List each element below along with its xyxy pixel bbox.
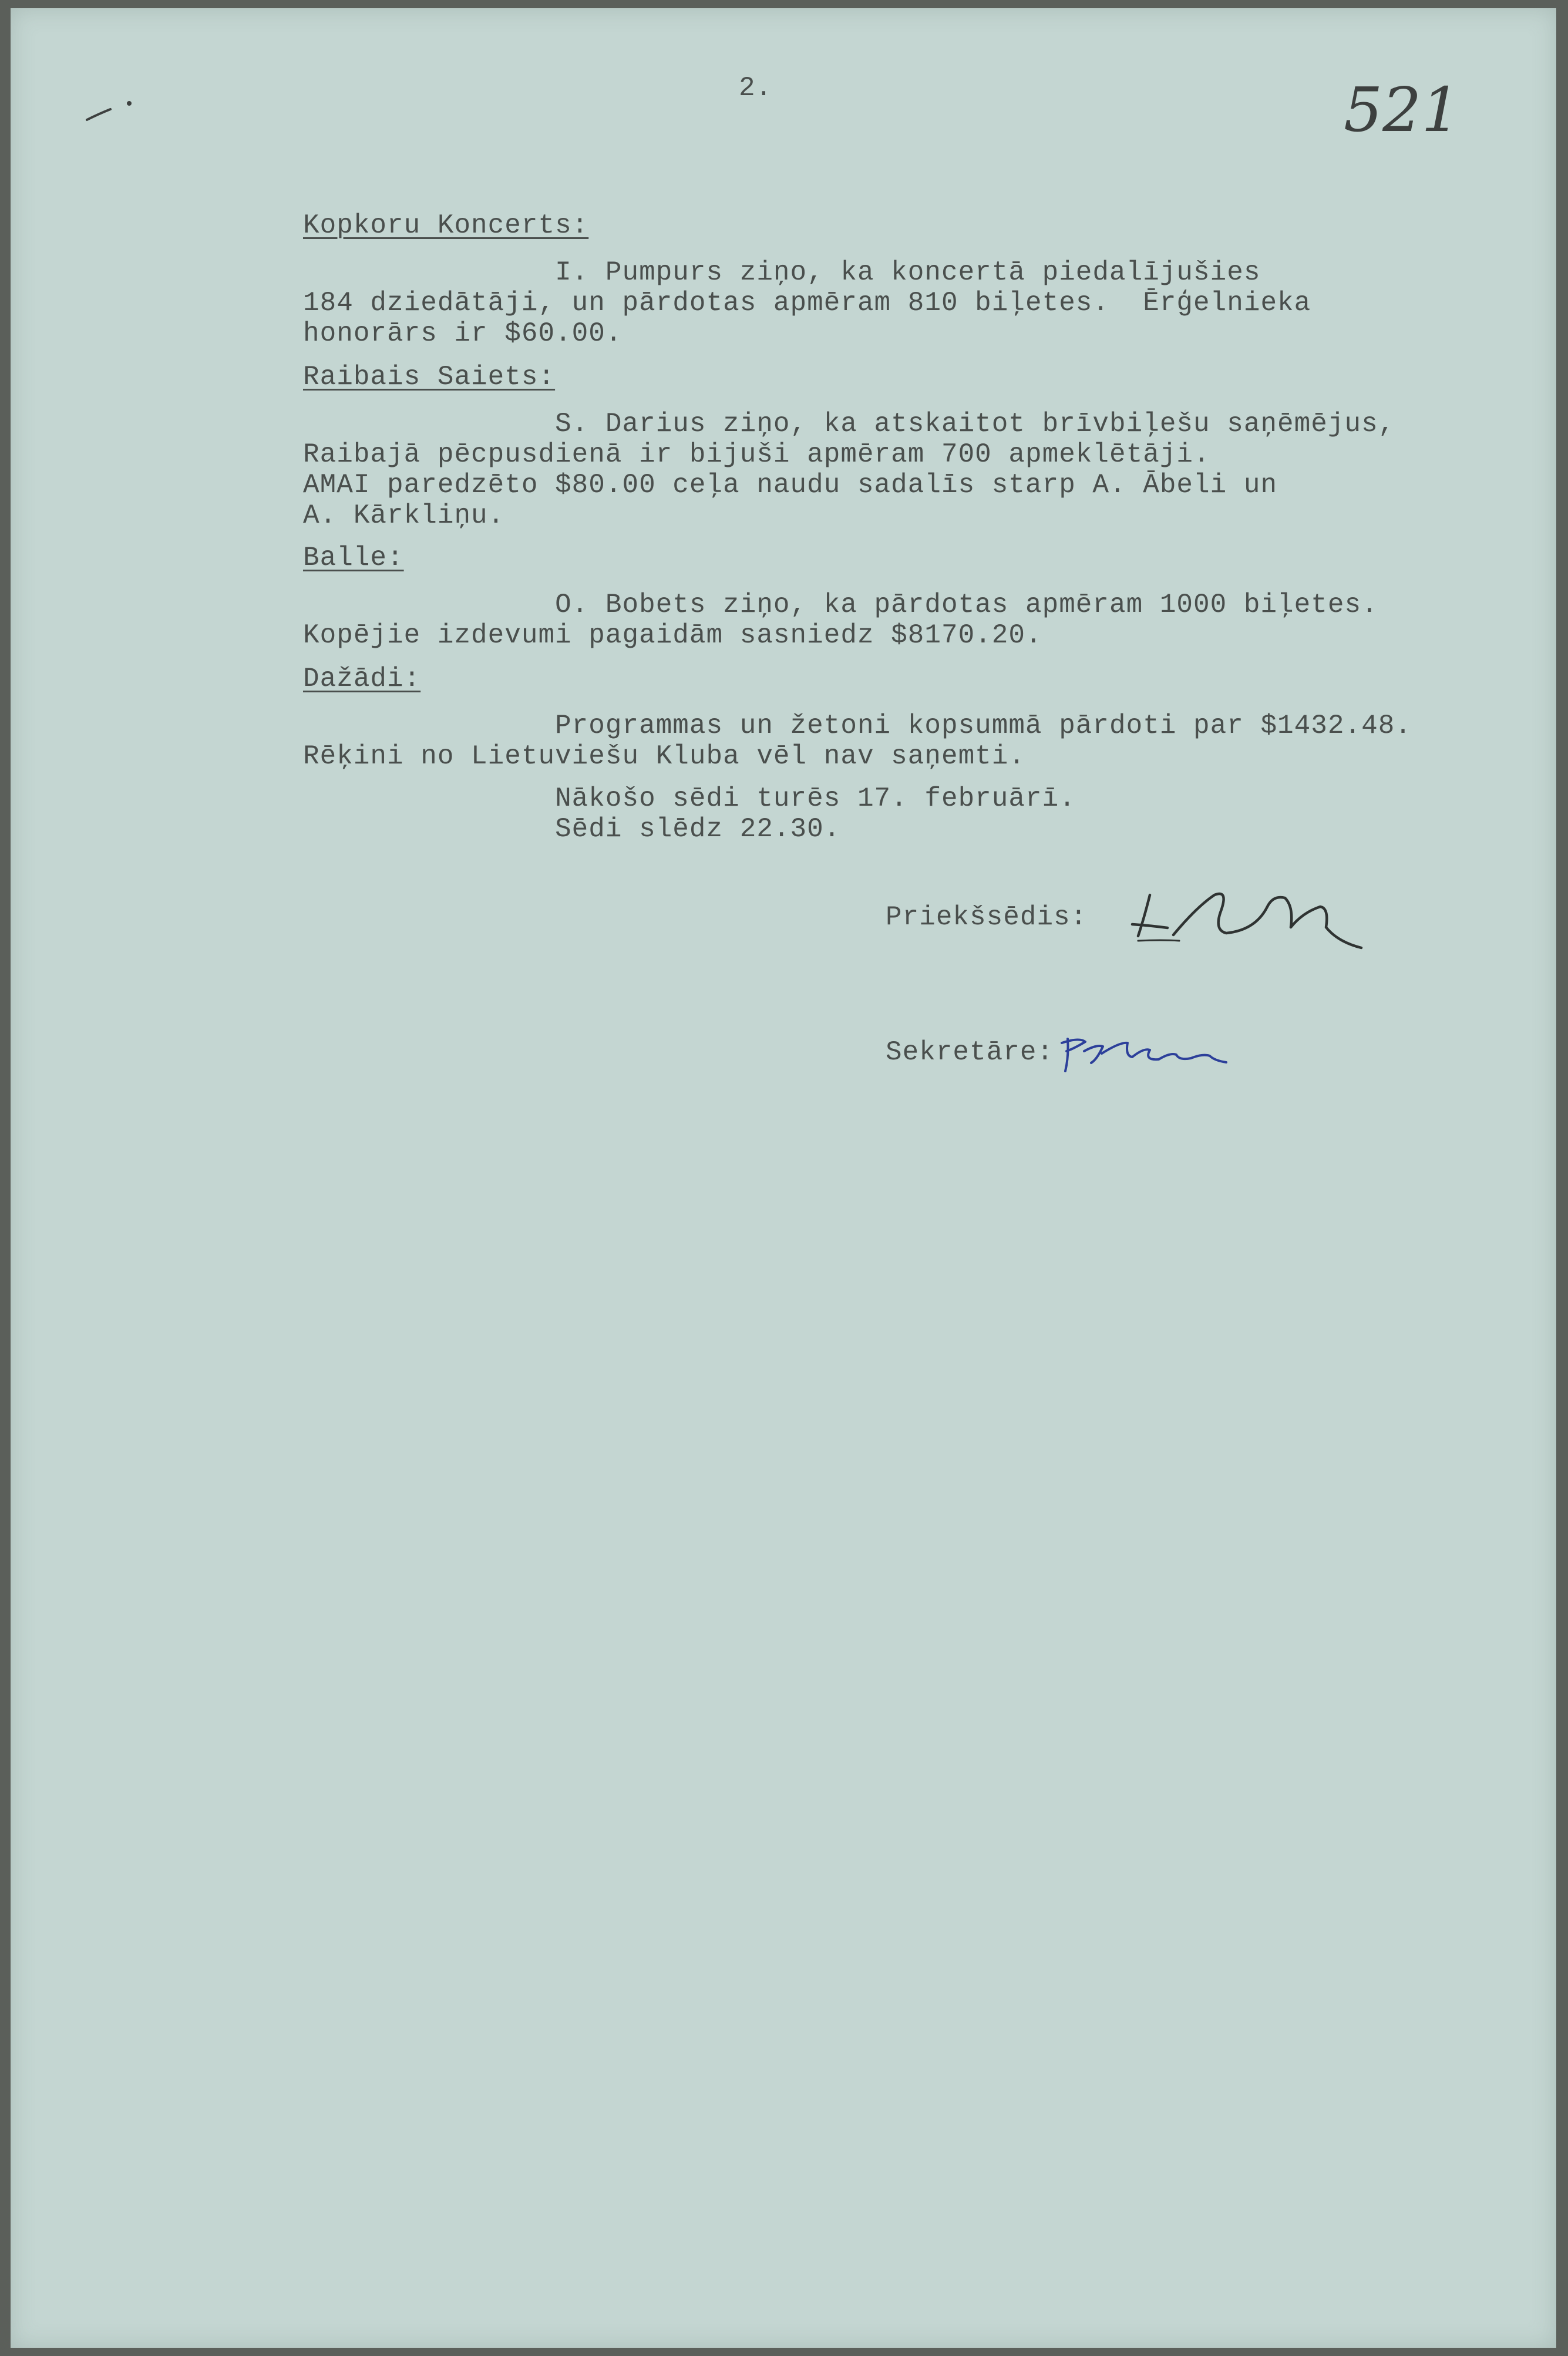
margin-marks bbox=[75, 90, 146, 126]
section-line: I. Pumpurs ziņo, ka koncertā piedalījušies bbox=[303, 257, 1261, 288]
chair-label: Priekšsēdis: bbox=[886, 902, 1088, 933]
section-line: Programmas un žetoni kopsummā pārdoti par $1432.48. bbox=[303, 711, 1412, 741]
secretary-signature bbox=[1056, 1030, 1232, 1077]
section-heading-dazadi: Dažādi: bbox=[303, 664, 421, 694]
section-line: 184 dziedātāji, un pārdotas apmēram 810 biļetes. Ērģelnieka bbox=[303, 288, 1311, 318]
chair-signature bbox=[1126, 871, 1397, 965]
secretary-label: Sekretāre: bbox=[886, 1037, 1054, 1068]
section-line: A. Kārkliņu. bbox=[303, 500, 505, 531]
section-line: honorārs ir $60.00. bbox=[303, 318, 623, 349]
section-heading-raibais-saiets: Raibais Saiets: bbox=[303, 362, 556, 392]
section-heading-kopkoru: Kopkoru Koncerts: bbox=[303, 210, 589, 241]
document-page bbox=[11, 8, 1556, 2348]
section-line: O. Bobets ziņo, ka pārdotas apmēram 1000 biļetes. bbox=[303, 590, 1378, 620]
section-line: Sēdi slēdz 22.30. bbox=[303, 814, 841, 844]
section-line: Nākošo sēdi turēs 17. februārī. bbox=[303, 783, 1076, 814]
section-line: S. Darius ziņo, ka atskaitot brīvbiļešu saņēmējus, bbox=[303, 409, 1395, 439]
section-line: Kopējie izdevumi pagaidām sasniedz $8170.20. bbox=[303, 620, 1042, 651]
section-line: Rēķini no Lietuviešu Kluba vēl nav saņemti. bbox=[303, 741, 1025, 772]
section-line: AMAI paredzēto $80.00 ceļa naudu sadalīs starp A. Ābeli un bbox=[303, 470, 1278, 500]
section-line: Raibajā pēcpusdienā ir bijuši apmēram 700 apmeklētāji. bbox=[303, 439, 1210, 470]
page-number: 2. bbox=[739, 73, 773, 103]
archive-number: 521 bbox=[1344, 74, 1461, 146]
section-heading-balle: Balle: bbox=[303, 543, 404, 573]
